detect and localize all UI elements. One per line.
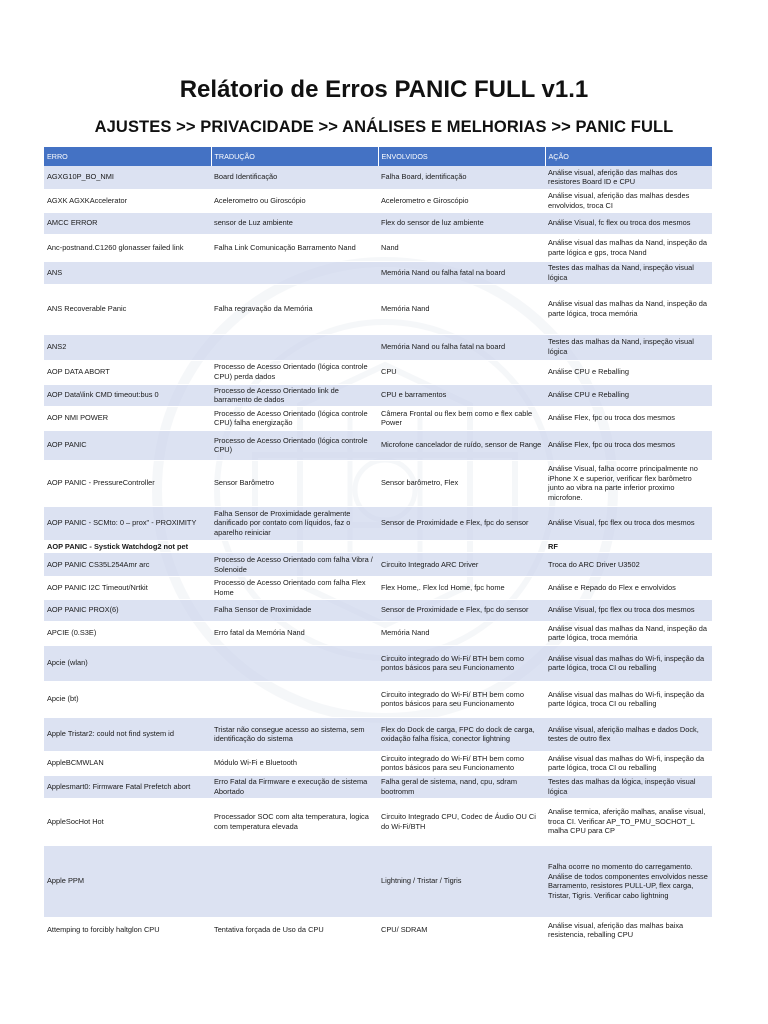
translation-cell — [211, 261, 378, 284]
action-cell: Falha ocorre no momento do carregamento. Análise de todos componentes envolvidos nesse Barramento, resistores PULL-UP, flex carga, Tristar, Tigris. Verificar cabo lightning — [545, 845, 712, 917]
table-row — [44, 845, 712, 917]
translation-cell: Processo de Acesso Orientado com falha Vibra / Solenoide — [211, 553, 378, 577]
involved-cell: Microfone cancelador de ruído, sensor de Range — [378, 430, 545, 460]
translation-cell — [211, 681, 378, 717]
table-row — [44, 645, 712, 681]
table-row — [44, 599, 712, 621]
action-cell: Análise Flex, fpc ou troca dos mesmos — [545, 406, 712, 430]
involved-cell: CPU e barramentos — [378, 384, 545, 406]
translation-cell: Erro Fatal da Firmware e execução de sistema Abortado — [211, 775, 378, 798]
involved-cell: Circuito Integrado ARC Driver — [378, 553, 545, 577]
table-row — [44, 360, 712, 384]
translation-cell: sensor de Luz ambiente — [211, 212, 378, 234]
error-code-cell: Anc-postnand.C1260 glonasser failed link — [44, 234, 211, 261]
translation-cell: Tristar não consegue acesso ao sistema, sem identificação do sistema — [211, 717, 378, 751]
error-code-cell: Attemping to forcibly haltglon CPU — [44, 917, 211, 943]
involved-cell — [378, 540, 545, 553]
involved-cell: Circuito integrado do Wi-Fi/ BTH bem como pontos básicos para seu Funcionamento — [378, 645, 545, 681]
table-body — [44, 166, 712, 943]
action-cell: Análise visual das malhas da Nand, inspeção da parte lógica e gps, troca Nand — [545, 234, 712, 261]
table-header-row — [44, 147, 712, 166]
action-cell: Análise visual, aferição das malhas desdes envolvidos, troca CI — [545, 189, 712, 212]
error-code-cell: AGXK AGXKAccelerator — [44, 189, 211, 212]
error-code-cell: AOP PANIC CS35L254Amr arc — [44, 553, 211, 577]
header-acao: AÇÃO — [545, 147, 712, 166]
involved-cell: Flex Home,. Flex lcd Home, fpc home — [378, 577, 545, 599]
translation-cell: Módulo Wi-Fi e Bluetooth — [211, 751, 378, 775]
action-cell: Análise Visual, fc flex ou troca dos mesmos — [545, 212, 712, 234]
page-subtitle: AJUSTES >> PRIVACIDADE >> ANÁLISES E MELHORIAS >> PANIC FULL — [94, 118, 674, 136]
involved-cell: CPU/ SDRAM — [378, 917, 545, 943]
translation-cell — [211, 540, 378, 553]
table-row — [44, 166, 712, 189]
action-cell: Análise CPU e Reballing — [545, 360, 712, 384]
error-code-cell: AppleSocHot Hot — [44, 798, 211, 845]
translation-cell: Tentativa forçada de Uso da CPU — [211, 917, 378, 943]
involved-cell: Circuito Integrado CPU, Codec de Áudio OU Ci do Wi-Fi/BTH — [378, 798, 545, 845]
action-cell: Testes das malhas da lógica, inspeção visual lógica — [545, 775, 712, 798]
error-code-cell: AOP PANIC - Systick Watchdog2 not pet — [44, 540, 211, 553]
involved-cell: Circuito integrado do Wi-Fi/ BTH bem como pontos básicos para seu Funcionamento — [378, 751, 545, 775]
involved-cell: Memória Nand — [378, 284, 545, 334]
table-row — [44, 460, 712, 506]
action-cell: Troca do ARC Driver U3502 — [545, 553, 712, 577]
header-erro: ERRO — [44, 147, 211, 166]
translation-cell — [211, 334, 378, 360]
action-cell: Analise termica, aferição malhas, analise visual, troca CI. Verificar AP_TO_PMU_SOCHOT_L malha CPU para CP — [545, 798, 712, 845]
action-cell: Análise visual, aferição malhas e dados Dock, testes de outro flex — [545, 717, 712, 751]
table-row — [44, 540, 712, 553]
error-code-cell: AOP Data\link CMD timeout:bus 0 — [44, 384, 211, 406]
error-code-cell: AGXG10P_BO_NMI — [44, 166, 211, 189]
error-code-cell: AOP PANIC I2C Timeout/Nrtkit — [44, 577, 211, 599]
table-row — [44, 334, 712, 360]
translation-cell: Processador SOC com alta temperatura, logica com temperatura elevada — [211, 798, 378, 845]
action-cell: Análise Flex, fpc ou troca dos mesmos — [545, 430, 712, 460]
error-code-cell: Apcie (wlan) — [44, 645, 211, 681]
error-code-cell: AOP PANIC - SCMto: 0 – prox" - PROXIMITY — [44, 506, 211, 540]
error-code-cell: AOP NMI POWER — [44, 406, 211, 430]
translation-cell: Falha Sensor de Proximidade — [211, 599, 378, 621]
action-cell: RF — [545, 540, 712, 553]
action-cell: Análise visual das malhas do Wi-fi, inspeção da parte lógica, troca CI ou reballing — [545, 681, 712, 717]
table-row — [44, 212, 712, 234]
action-cell: Testes das malhas da Nand, inspeção visual lógica — [545, 261, 712, 284]
error-code-cell: AOP PANIC - PressureController — [44, 460, 211, 506]
table-row — [44, 384, 712, 406]
action-cell: Análise Visual, fpc flex ou troca dos mesmos — [545, 506, 712, 540]
error-code-cell: Apple PPM — [44, 845, 211, 917]
table-row — [44, 577, 712, 599]
translation-cell: Processo de Acesso Orientado (lógica controle CPU) perda dados — [211, 360, 378, 384]
involved-cell: Sensor de Proximidade e Flex, fpc do sensor — [378, 506, 545, 540]
table-row — [44, 751, 712, 775]
translation-cell: Processo de Acesso Orientado (lógica controle CPU) — [211, 430, 378, 460]
error-code-cell: APCIE (0.S3E) — [44, 621, 211, 645]
action-cell: Análise Visual, falha ocorre principalmente no iPhone X e superior, verificar flex barômetro junto ao vibra na parte inferior proximo microfone. — [545, 460, 712, 506]
table-row — [44, 261, 712, 284]
table-row — [44, 430, 712, 460]
table-row — [44, 406, 712, 430]
table-row — [44, 234, 712, 261]
involved-cell: Flex do sensor de luz ambiente — [378, 212, 545, 234]
translation-cell: Falha regravação da Memória — [211, 284, 378, 334]
error-code-cell: AOP DATA ABORT — [44, 360, 211, 384]
table-row — [44, 681, 712, 717]
error-code-cell: AppleBCMWLAN — [44, 751, 211, 775]
page-title: Relátorio de Erros PANIC FULL v1.1 — [179, 76, 589, 103]
involved-cell: Nand — [378, 234, 545, 261]
involved-cell: Memória Nand ou falha fatal na board — [378, 334, 545, 360]
error-code-cell: AOP PANIC — [44, 430, 211, 460]
action-cell: Análise Visual, fpc flex ou troca dos mesmos — [545, 599, 712, 621]
action-cell: Análise e Repado do Flex e envolvidos — [545, 577, 712, 599]
error-code-cell: AOP PANIC PROX(6) — [44, 599, 211, 621]
action-cell: Testes das malhas da Nand, inspeção visual lógica — [545, 334, 712, 360]
action-cell: Análise CPU e Reballing — [545, 384, 712, 406]
error-code-cell: ANS2 — [44, 334, 211, 360]
involved-cell: Flex do Dock de carga, FPC do dock de carga, oxidação falha física, conector lightning — [378, 717, 545, 751]
translation-cell: Processo de Acesso Orientado (lógica controle CPU) falha energização — [211, 406, 378, 430]
involved-cell: Câmera Frontal ou flex bem como e flex cable Power — [378, 406, 545, 430]
action-cell: Análise visual das malhas do Wi-fi, inspeção da parte lógica, troca CI ou reballing — [545, 751, 712, 775]
error-table — [44, 147, 713, 944]
header-envolvidos: ENVOLVIDOS — [378, 147, 545, 166]
involved-cell: Sensor de Proximidade e Flex, fpc do sensor — [378, 599, 545, 621]
involved-cell: Falha geral de sistema, nand, cpu, sdram bootromm — [378, 775, 545, 798]
table-row — [44, 506, 712, 540]
action-cell: Análise visual das malhas do Wi-fi, inspeção da parte lógica, troca CI ou reballing — [545, 645, 712, 681]
involved-cell: Memória Nand ou falha fatal na board — [378, 261, 545, 284]
involved-cell: Memória Nand — [378, 621, 545, 645]
involved-cell: Sensor barômetro, Flex — [378, 460, 545, 506]
involved-cell: Circuito integrado do Wi-Fi/ BTH bem como pontos básicos para seu Funcionamento — [378, 681, 545, 717]
table-row — [44, 775, 712, 798]
table-row — [44, 798, 712, 845]
error-code-cell: ANS Recoverable Panic — [44, 284, 211, 334]
involved-cell: CPU — [378, 360, 545, 384]
translation-cell: Sensor Barômetro — [211, 460, 378, 506]
involved-cell: Falha Board, identificação — [378, 166, 545, 189]
error-code-cell: Apple Tristar2: could not find system id — [44, 717, 211, 751]
table-row — [44, 917, 712, 943]
translation-cell: Falha Sensor de Proximidade geralmente danificado por contato com líquidos, faz o aparelho reiniciar — [211, 506, 378, 540]
translation-cell: Falha Link Comunicação Barramento Nand — [211, 234, 378, 261]
translation-cell: Erro fatal da Memória Nand — [211, 621, 378, 645]
translation-cell: Board Identificação — [211, 166, 378, 189]
translation-cell: Processo de Acesso Orientado com falha Flex Home — [211, 577, 378, 599]
table-row — [44, 717, 712, 751]
header-traducao: TRADUÇÃO — [211, 147, 378, 166]
action-cell: Análise visual das malhas da Nand, inspeção da parte lógica, troca memória — [545, 621, 712, 645]
action-cell: Análise visual, aferição das malhas baixa resistencia, reballing CPU — [545, 917, 712, 943]
translation-cell: Processo de Acesso Orientado link de barramento de dados — [211, 384, 378, 406]
action-cell: Análise visual das malhas da Nand, inspeção da parte lógica, troca memória — [545, 284, 712, 334]
action-cell: Análise visual, aferição das malhas dos resistores Board ID e CPU — [545, 166, 712, 189]
table-row — [44, 621, 712, 645]
translation-cell: Acelerometro ou Giroscópio — [211, 189, 378, 212]
table-row — [44, 553, 712, 577]
table-row — [44, 189, 712, 212]
involved-cell: Acelerometro e Giroscópio — [378, 189, 545, 212]
translation-cell — [211, 645, 378, 681]
error-code-cell: Apcie (bt) — [44, 681, 211, 717]
error-code-cell: ANS — [44, 261, 211, 284]
involved-cell: Lightning / Tristar / Tigris — [378, 845, 545, 917]
table-row — [44, 284, 712, 334]
translation-cell — [211, 845, 378, 917]
error-code-cell: AMCC ERROR — [44, 212, 211, 234]
error-code-cell: Applesmart0: Firmware Fatal Prefetch abort — [44, 775, 211, 798]
